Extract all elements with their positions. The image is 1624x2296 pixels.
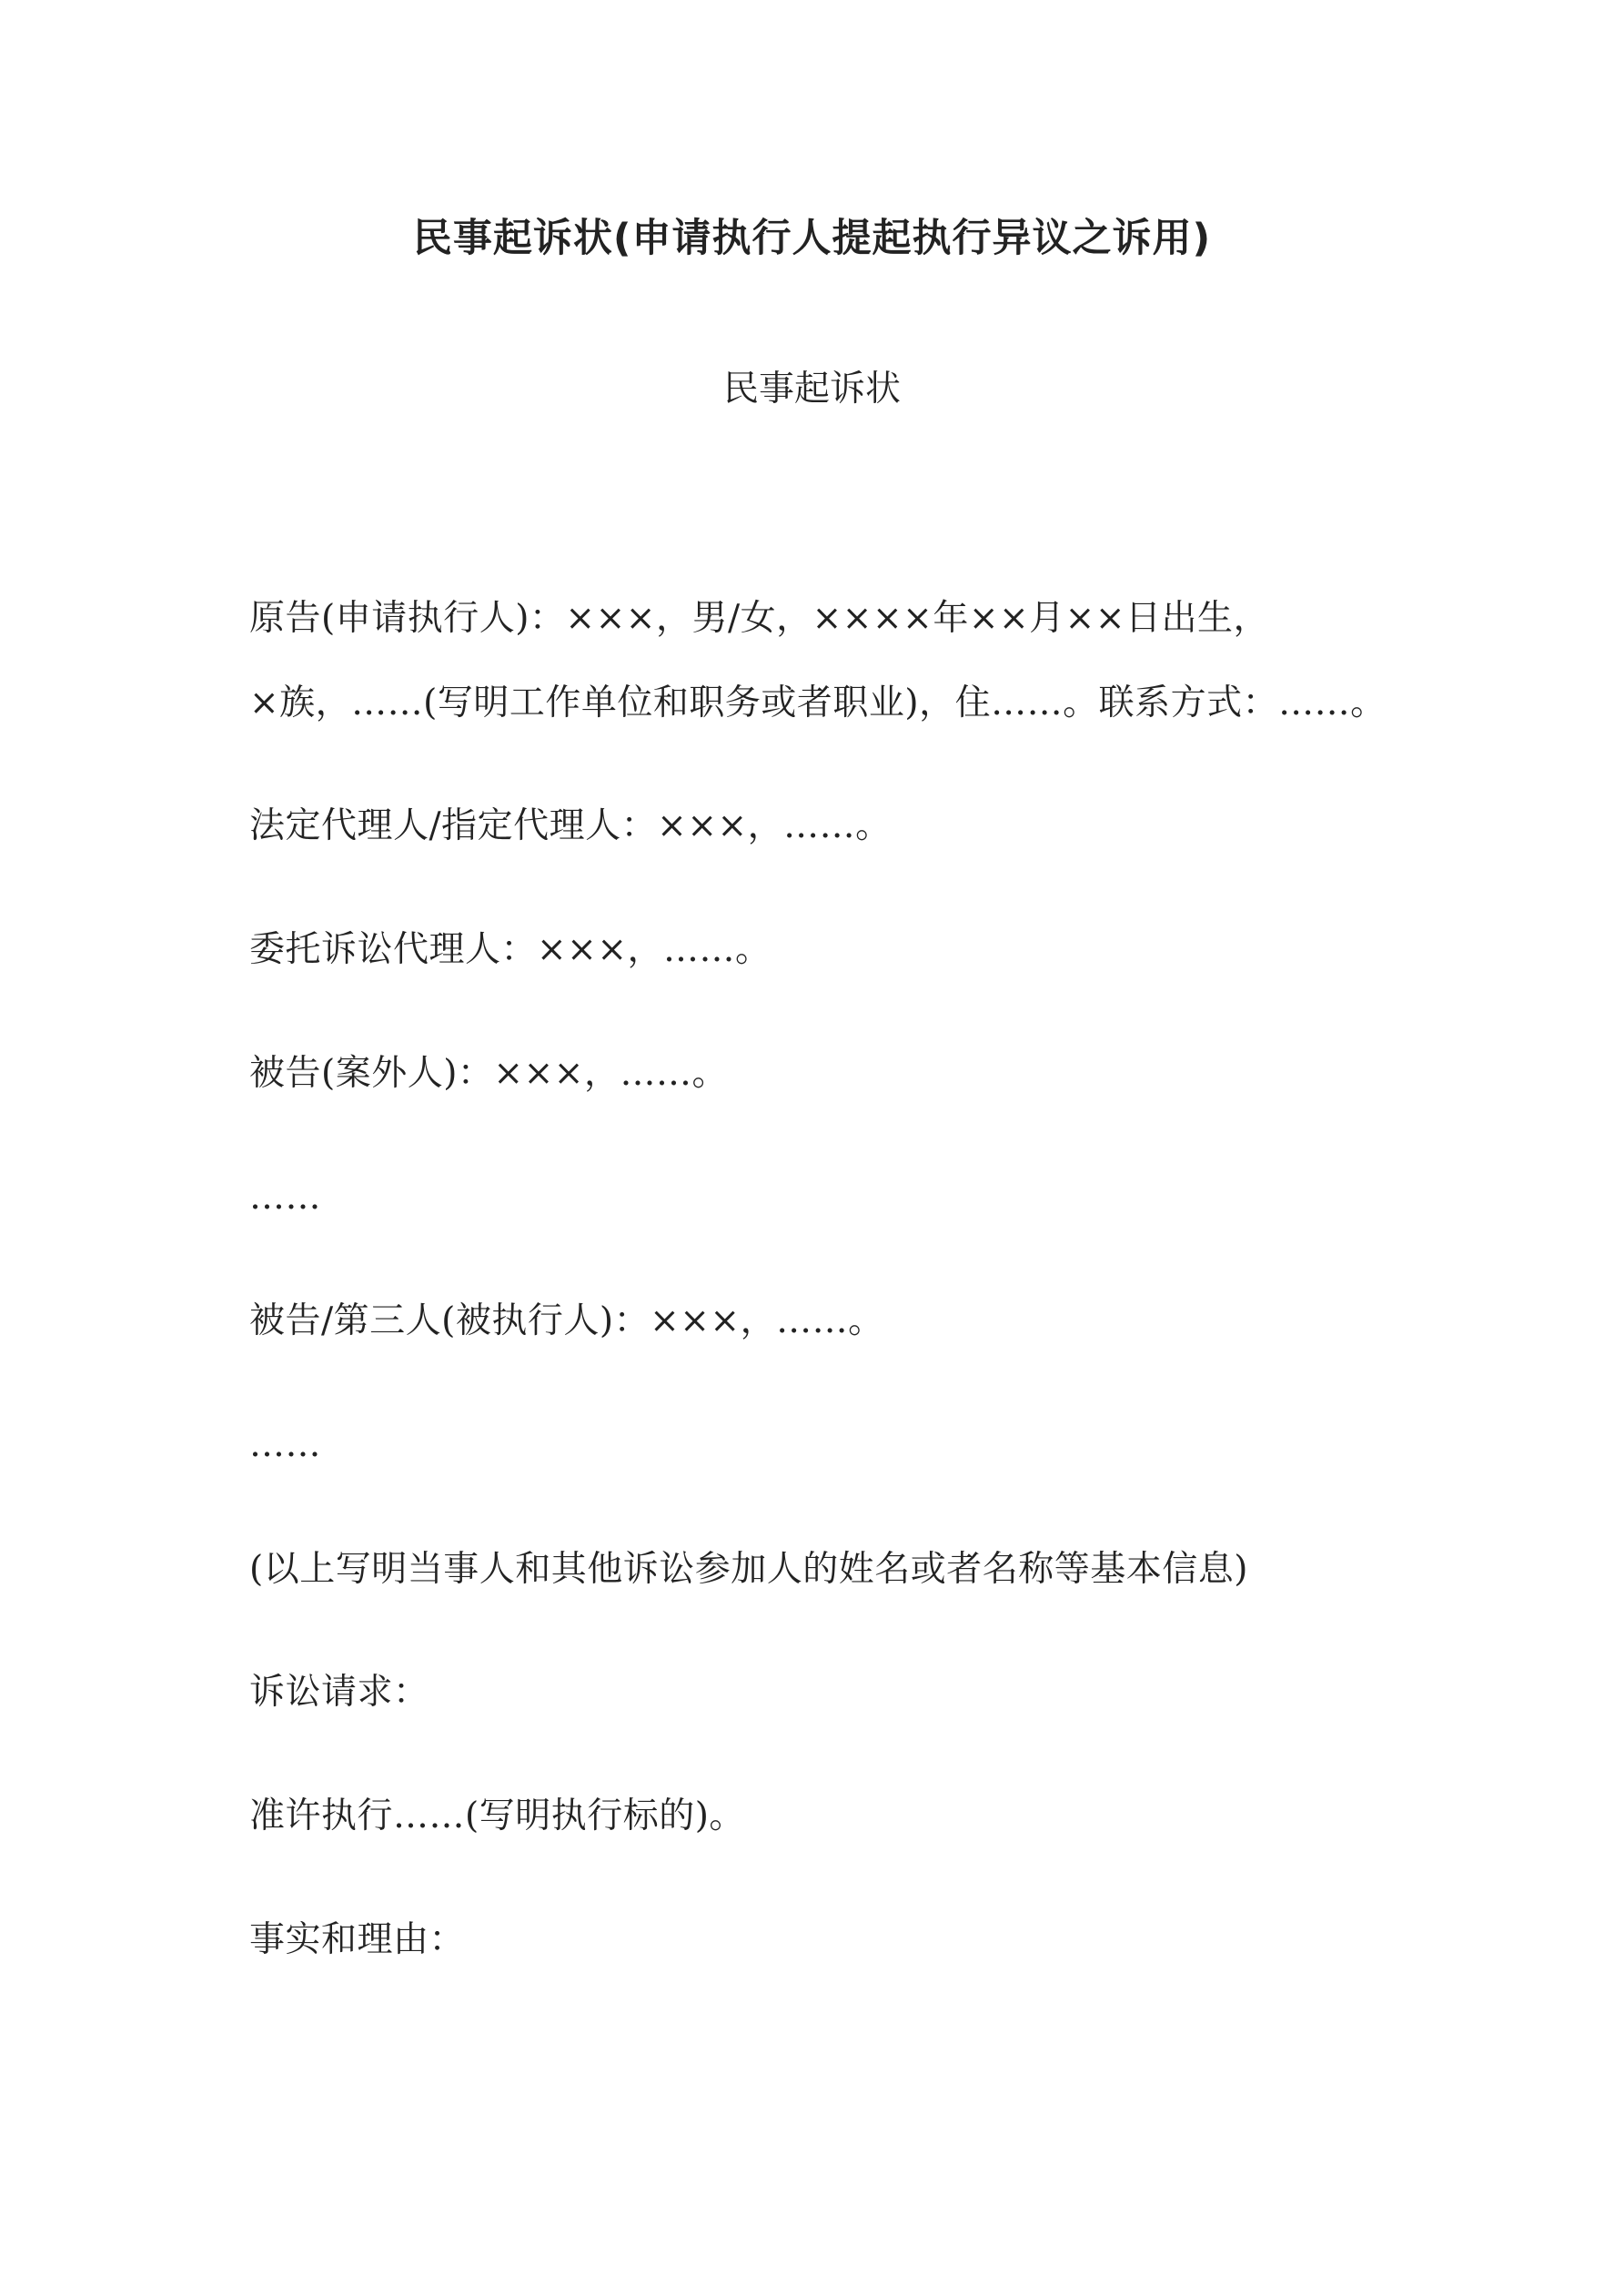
plaintiff-line-2: ×族，……(写明工作单位和职务或者职业)，住……。联系方式：……。 [249, 683, 1387, 723]
claims-heading: 诉讼请求： [249, 1672, 429, 1713]
third-party-line: 被告/第三人(被执行人)：×××，……。 [249, 1300, 884, 1341]
defendant-line: 被告(案外人)：×××，……。 [249, 1053, 728, 1094]
document-subtitle: 民事起诉状 [722, 369, 901, 410]
legal-representative-line: 法定代理人/指定代理人：×××，……。 [249, 805, 892, 846]
parties-note-line: (以上写明当事人和其他诉讼参加人的姓名或者名称等基本信息) [249, 1549, 1248, 1590]
ellipsis-line-2: …… [249, 1424, 321, 1465]
plaintiff-line-1: 原告(申请执行人)：×××，男/女，××××年××月××日出生， [249, 598, 1270, 639]
entrusted-agent-line: 委托诉讼代理人：×××，……。 [249, 929, 772, 970]
claim-line: 准许执行……(写明执行标的)。 [249, 1795, 745, 1836]
facts-heading: 事实和理由： [249, 1919, 466, 1960]
ellipsis-line-1: …… [249, 1177, 321, 1218]
document-title: 民事起诉状(申请执行人提起执行异议之诉用) [412, 216, 1212, 261]
